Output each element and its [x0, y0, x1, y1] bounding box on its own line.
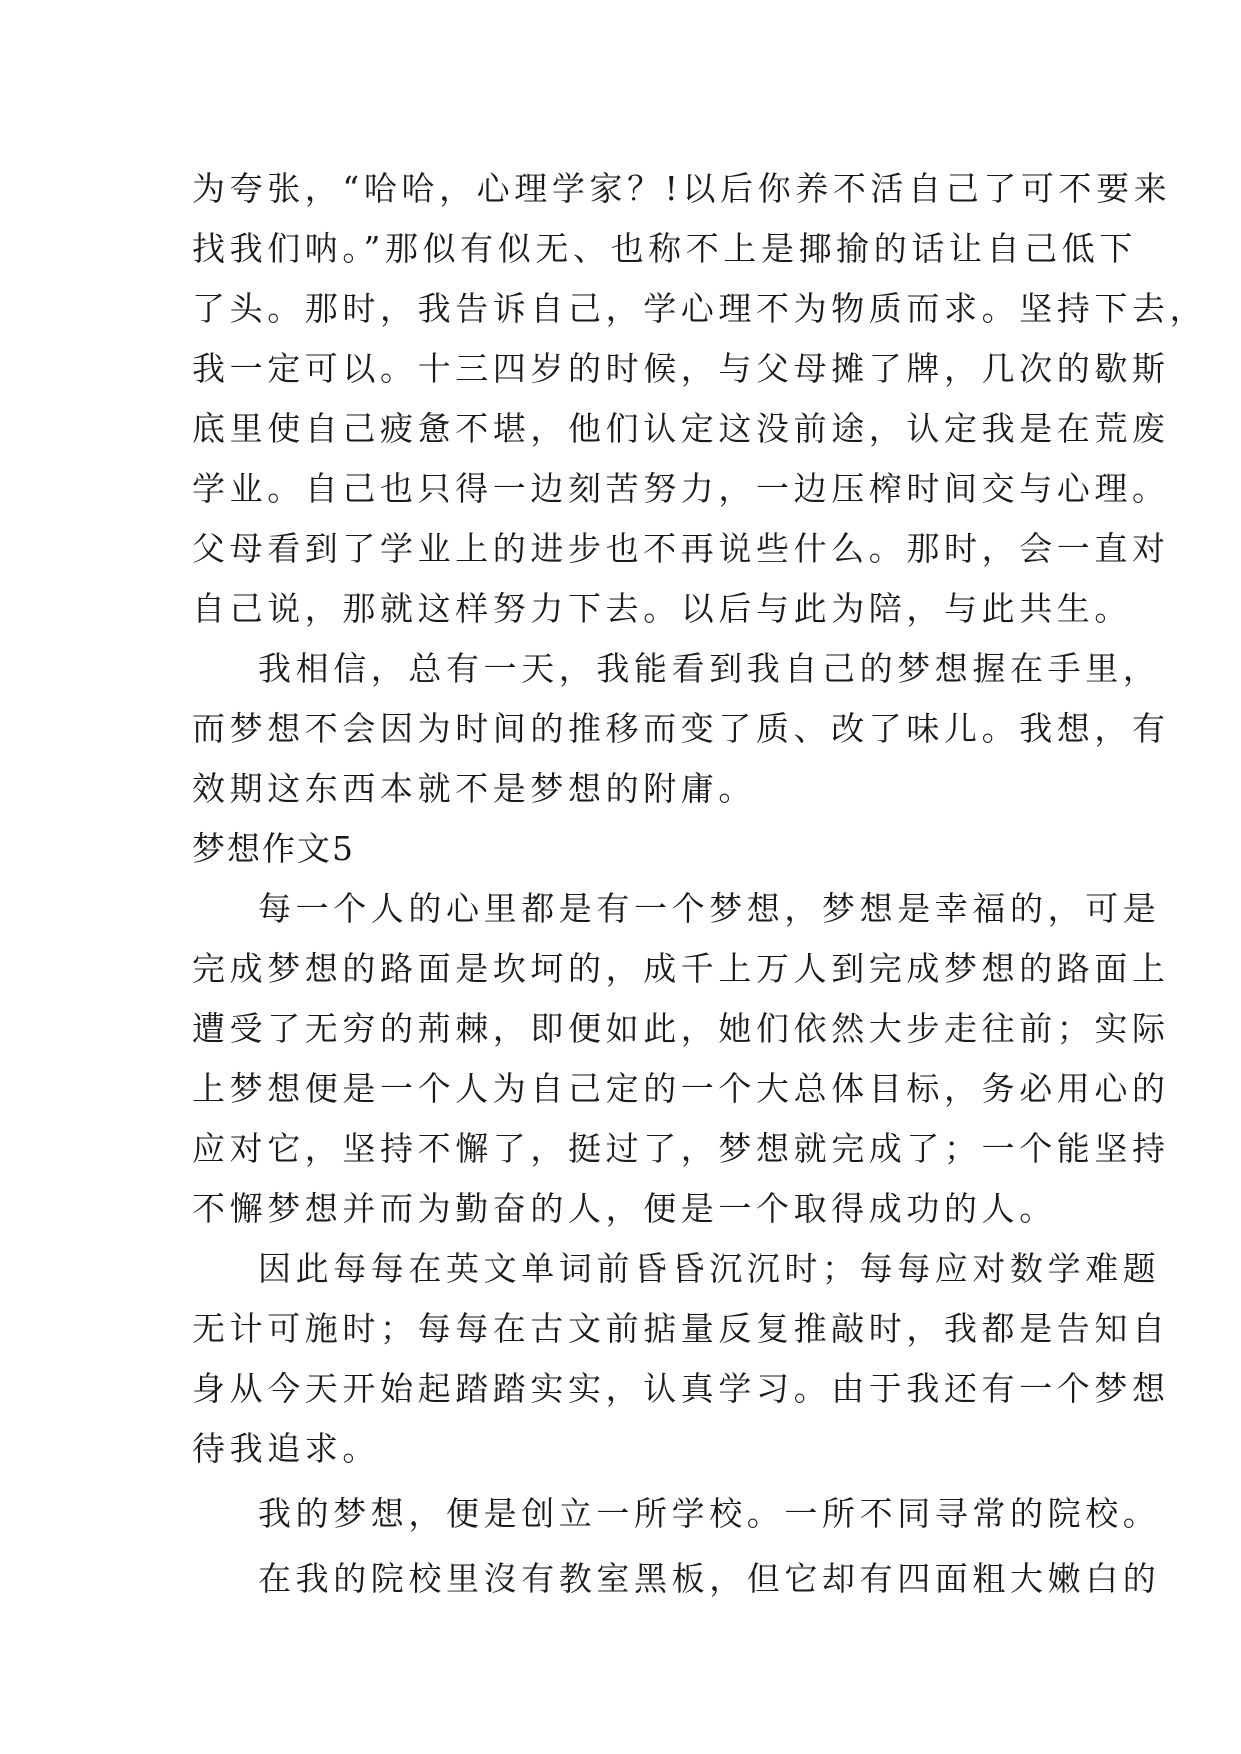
text-line: 找我们呐。”那似有似无、也称不上是揶揄的话让自己低下: [192, 229, 1137, 268]
paragraph-first-line: 每一个人的心里都是有一个梦想，梦想是幸福的，可是: [258, 889, 1161, 928]
paragraph-first-line: 在我的院校里沒有教室黑板，但它却有四面粗大嫩白的: [258, 1559, 1161, 1598]
paragraph-first-line: 因此每每在英文单词前昏昏沉沉时；每每应对数学难题: [258, 1249, 1161, 1288]
text-line: 底里使自己疲惫不堪，他们认定这没前途，认定我是在荒废: [192, 409, 1170, 448]
text-line: 完成梦想的路面是坎坷的，成千上万人到完成梦想的路面上: [192, 949, 1170, 988]
text-line: 应对它，坚持不懈了，挺过了，梦想就完成了；一个能坚持: [192, 1129, 1170, 1168]
text-line: 身从今天开始起踏踏实实，认真学习。由于我还有一个梦想: [192, 1369, 1170, 1408]
text-line: 遭受了无穷的荊棘，即便如此，她们依然大步走往前；实际: [192, 1009, 1170, 1048]
text-line: 了头。那时，我告诉自己，学心理不为物质而求。坚持下去，: [192, 289, 1208, 328]
text-line: 待我追求。: [192, 1429, 380, 1468]
text-line: 而梦想不会因为时间的推移而变了质、改了味儿。我想，有: [192, 709, 1170, 748]
text-line: 无计可施时；每每在古文前掂量反复推敲时，我都是告知自: [192, 1309, 1170, 1348]
text-line: 我一定可以。十三四岁的时候，与父母摊了牌，几次的歇斯: [192, 349, 1170, 388]
text-line: 不懈梦想并而为勤奋的人，便是一个取得成功的人。: [192, 1189, 1057, 1228]
text-line: 自己说，那就这样努力下去。以后与此为陪，与此共生。: [192, 589, 1132, 628]
paragraph-first-line: 我相信，总有一天，我能看到我自己的梦想握在手里，: [258, 649, 1161, 688]
text-line: 效期这东西本就不是梦想的附庸。: [192, 769, 756, 808]
text-line: 学业。自己也只得一边刻苦努力，一边压榨时间交与心理。: [192, 469, 1170, 508]
paragraph-first-line: 我的梦想，便是创立一所学校。一所不同寻常的院校。: [258, 1494, 1161, 1533]
text-line: 上梦想便是一个人为自己定的一个大总体目标，务必用心的: [192, 1069, 1170, 1108]
text-line: 为夸张，“哈哈，心理学家？!以后你养不活自己了可不要来: [192, 169, 1172, 208]
section-heading: 梦想作文5: [192, 829, 355, 868]
text-line: 父母看到了学业上的进步也不再说些什么。那时，会一直对: [192, 529, 1170, 568]
